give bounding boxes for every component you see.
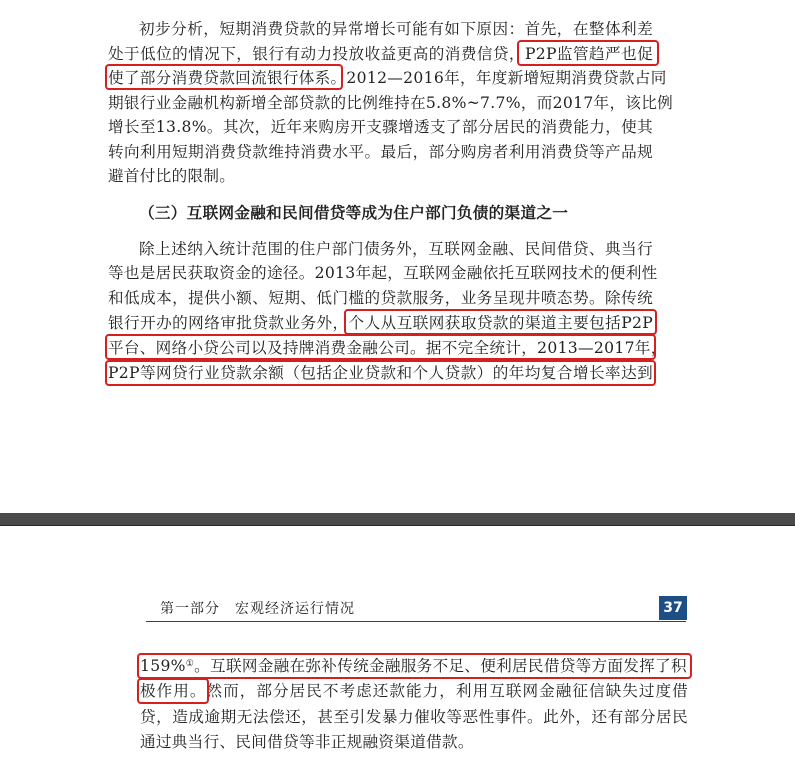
text-line: 增长至13.8%。其次，近年来购房开支骤增透支了部分居民的消费能力，使其 <box>108 118 653 136</box>
text-line: 避首付比的限制。 <box>108 167 236 185</box>
text-line: 和低成本，提供小额、短期、低门槛的贷款服务，业务呈现井喷态势。除传统 <box>108 289 653 307</box>
section-heading: （三）互联网金融和民间借贷等成为住户部门负债的渠道之一 <box>139 203 569 222</box>
text-line: P2P等网贷行业贷款余额（包括企业贷款和个人贷款）的年均复合增长率达到 <box>108 364 653 382</box>
text-line: 处于低位的情况下，银行有动力投放收益更高的消费信贷，P2P监管趋严也促 <box>108 45 653 63</box>
document-page-2 <box>0 526 795 763</box>
footnote-mark[interactable]: ① <box>185 659 195 669</box>
text-line: 通过典当行、民间借贷等非正规融资渠道借款。 <box>140 733 474 751</box>
stat-value: 159% <box>140 657 186 675</box>
text-line <box>140 653 688 679</box>
text-line: 使了部分消费贷款回流银行体系。2012—2016年，年度新增短期消费贷款占同 <box>108 69 667 87</box>
header-rule <box>146 621 686 622</box>
running-head: 第一部分 宏观经济运行情况 <box>160 601 355 617</box>
text-line: 贷，造成逾期无法偿还，甚至引发暴力催收等恶性事件。此外，还有部分居民 <box>140 708 688 726</box>
page-number-badge: 37 <box>659 596 687 620</box>
text-line: 转向利用短期消费贷款维持消费水平。最后，部分购房者利用消费贷等产品规 <box>108 143 653 161</box>
text-line: 除上述纳入统计范围的住户部门债务外，互联网金融、民间借贷、典当行 <box>139 240 653 258</box>
text-line: 极作用。然而，部分居民不考虑还款能力，利用互联网金融征信缺失过度借 <box>140 682 688 700</box>
text-line: 等也是居民获取资金的途径。2013年起，互联网金融依托互联网技术的便利性 <box>108 264 658 282</box>
text-line: 银行开办的网络审批贷款业务外，个人从互联网获取贷款的渠道主要包括P2P <box>108 314 653 332</box>
text-line: 平台、网络小贷公司以及持牌消费金融公司。据不完全统计，2013—2017年， <box>108 339 667 357</box>
text-segment: 。互联网金融在弥补传统金融服务不足、便利居民借贷等方面发挥了积 <box>194 657 687 675</box>
text-line: 期银行业金融机构新增全部贷款的比例维持在5.8%~7.7%，而2017年，该比例 <box>108 94 674 112</box>
text-line: 初步分析，短期消费贷款的异常增长可能有如下原因：首先，在整体利差 <box>139 20 653 38</box>
